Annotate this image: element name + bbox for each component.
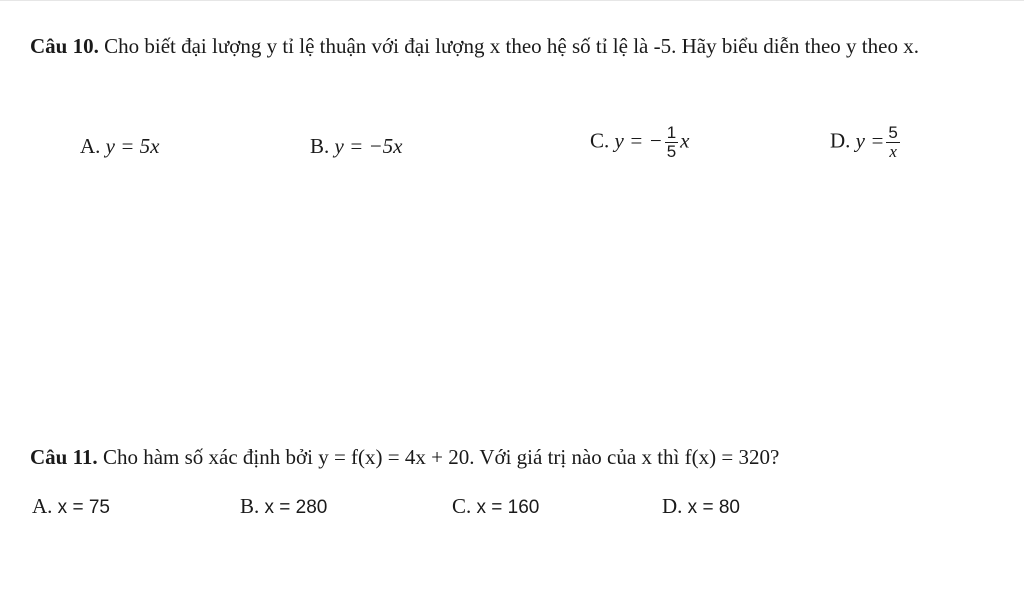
- q10-option-d-numerator: 5: [888, 123, 898, 142]
- q10-option-d-lhs: y =: [855, 128, 885, 153]
- q11-option-c[interactable]: [452, 494, 539, 519]
- q10-option-b[interactable]: [310, 134, 403, 159]
- q10-option-c-denominator: 5: [666, 142, 677, 161]
- q10-option-c-numerator: 1: [666, 123, 677, 142]
- q11-option-c-expr: x = 160: [476, 497, 540, 518]
- q11-option-d[interactable]: [662, 494, 740, 519]
- q10-option-b-letter: B.: [310, 134, 330, 158]
- top-border: [0, 0, 1024, 1]
- q10-option-d-fraction: [886, 124, 899, 161]
- question-11-text: Cho hàm số xác định bởi y = f(x) = 4x + 20. Với giá trị nào của x thì f(x) = 320?: [102, 445, 780, 469]
- question-10-label: Câu 10.: [30, 34, 99, 58]
- q11-option-c-letter: C.: [452, 494, 472, 518]
- question-10-text: Cho biết đại lượng y tỉ lệ thuận với đại lượng x theo hệ số tỉ lệ là -5. Hãy biểu diễn theo y theo x.: [104, 34, 919, 58]
- q11-option-a-letter: A.: [32, 494, 53, 518]
- q10-option-c-tail: x: [680, 128, 690, 153]
- q10-option-c-fraction: [665, 124, 678, 161]
- q10-option-a[interactable]: [80, 134, 159, 159]
- q11-option-b-letter: B.: [240, 494, 260, 518]
- q10-option-d-denominator: x: [889, 142, 897, 161]
- q10-option-c[interactable]: [590, 124, 689, 161]
- q11-option-d-letter: D.: [662, 494, 683, 518]
- q10-option-c-letter: C.: [590, 128, 610, 153]
- q11-option-b[interactable]: [240, 494, 327, 519]
- question-11: [30, 441, 1015, 473]
- q11-option-d-expr: x = 80: [687, 497, 740, 518]
- q10-option-d-letter: D.: [830, 128, 851, 153]
- question-10: [30, 30, 1015, 62]
- question-11-label: Câu 11.: [30, 445, 98, 469]
- q11-option-a[interactable]: [32, 494, 110, 519]
- q10-option-a-letter: A.: [80, 134, 101, 158]
- q11-option-a-expr: x = 75: [57, 497, 110, 518]
- q11-option-b-expr: x = 280: [264, 497, 328, 518]
- q10-option-c-lhs: y = −: [614, 128, 663, 153]
- q10-option-a-expr: y = 5x: [105, 134, 160, 158]
- q10-option-d[interactable]: [830, 124, 902, 161]
- q10-option-b-expr: y = −5x: [334, 134, 403, 158]
